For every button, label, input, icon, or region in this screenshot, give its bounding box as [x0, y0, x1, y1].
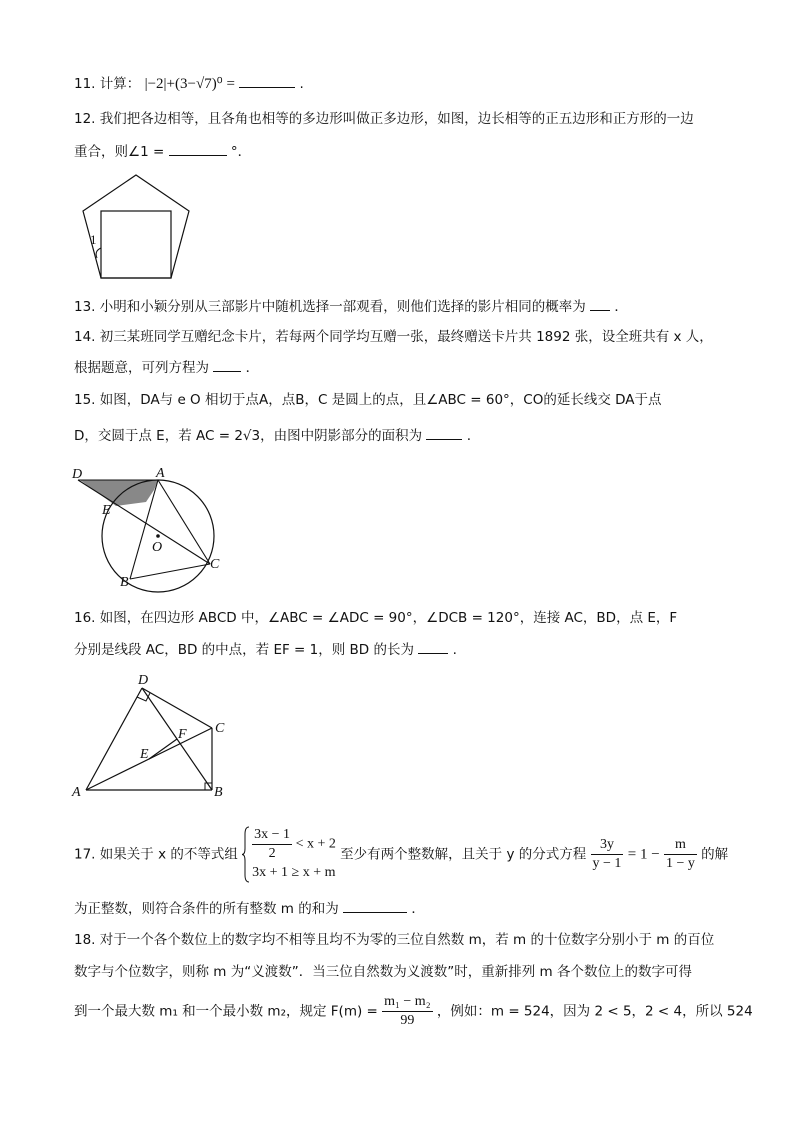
label-e: E	[140, 747, 149, 762]
q15-number: 15.	[74, 392, 96, 408]
q12-line1: 我们把各边相等，且各角也相等的多边形叫做正多边形，如图，边长相等的正五边形和正方形的一边	[99, 111, 694, 127]
eq-right-numerator: m	[664, 836, 697, 855]
ineq1-numerator: 3x − 1	[252, 826, 292, 845]
f-denominator: 99	[400, 1013, 415, 1028]
q13-number: 13.	[74, 299, 96, 315]
q13-text: 小明和小颖分别从三部影片中随机选择一部观看，则他们选择的影片相同的概率为	[99, 299, 586, 315]
q16-answer-blank	[418, 639, 448, 654]
q17-post: 的解	[701, 846, 729, 863]
q17-mid: 至少有两个整数解，且关于 y 的分式方程	[340, 846, 587, 863]
label-c: C	[210, 557, 220, 572]
question-14-line2	[74, 357, 259, 378]
question-12-line2	[74, 141, 251, 162]
f-numerator: m₁ − m₂	[382, 993, 432, 1012]
label-b: B	[120, 575, 129, 590]
label-f: F	[178, 727, 187, 742]
question-17-line2	[74, 898, 425, 919]
ineq1-rhs: < x + 2	[295, 836, 336, 852]
question-17-line1	[74, 826, 728, 883]
q17-answer-blank	[343, 898, 407, 913]
question-18-line1	[74, 930, 714, 950]
q14-line2a: 根据题意，可列方程为	[74, 360, 209, 376]
q12-answer-blank	[169, 141, 227, 156]
q11-expression: |−2|+(3−√7)⁰ =	[144, 76, 235, 92]
label-b: B	[214, 785, 223, 800]
question-15-line2	[74, 425, 471, 446]
q17-line2a: 为正整数，则符合条件的所有整数 m 的和为	[74, 901, 339, 917]
q11-end: .	[299, 76, 304, 92]
q14-end: ．	[245, 360, 260, 376]
q16-line1: 如图，在四边形 ABCD 中，∠ABC = ∠ADC = 90°，∠DCB = 120°，连接 AC，BD，点 E，F	[99, 610, 678, 626]
f-fraction	[382, 993, 432, 1030]
q14-number: 14.	[74, 329, 96, 345]
q15-figure-circle	[70, 464, 230, 594]
q14-line1: 初三某班同学互赠纪念卡片，若每两个同学均互赠一张，最终赠送卡片共 1892 张，设全班共有 x 人，	[99, 329, 713, 345]
q12-line2a: 重合，则∠1 =	[74, 144, 165, 160]
segment-ad	[86, 688, 142, 790]
segment-dc	[142, 688, 212, 728]
angle-1-label: 1	[90, 232, 97, 247]
q17-inequality-system	[242, 826, 336, 883]
q17-end: ．	[411, 901, 425, 917]
q12-number: 12.	[74, 111, 96, 127]
shaded-region	[80, 480, 158, 506]
label-e: E	[102, 503, 111, 518]
q12-line2b: °．	[230, 144, 252, 160]
question-13	[74, 296, 628, 317]
question-11	[74, 73, 304, 94]
q16-line2a: 分别是线段 AC，BD 的中点，若 EF = 1，则 BD 的长为	[74, 642, 414, 658]
ineq2: 3x + 1 ≥ x + m	[252, 865, 336, 880]
q15-line1: 如图，DA与 e O 相切于点A，点B，C 是圆上的点，且∠ABC = 60°，CO的延长线交 DA于点	[99, 392, 662, 408]
question-12-line1	[74, 109, 694, 129]
label-a: A	[72, 785, 81, 800]
q17-pre: 如果关于 x 的不等式组	[99, 846, 238, 863]
pentagon	[83, 175, 189, 278]
q18-line2: 数字与个位数字，则称 m 为“义渡数”．当三位自然数为义渡数”时，重新排列 m 各个数位上的数字可得	[74, 964, 692, 980]
question-15-line1	[74, 390, 662, 410]
question-18-line2	[74, 962, 692, 982]
system-brace	[242, 826, 250, 883]
eq-mid: = 1 −	[627, 846, 660, 863]
label-c: C	[215, 721, 225, 736]
question-16-line2	[74, 639, 457, 660]
question-16-line1	[74, 608, 677, 628]
label-d: D	[72, 467, 83, 482]
q13-end: ．	[614, 299, 628, 315]
q15-line2a: D，交圆于点 E，若 AC = 2√3，由图中阴影部分的面积为	[74, 428, 423, 444]
q18-line3b: ，例如：m = 524，因为 2 < 5，2 < 4，所以 524	[436, 1003, 753, 1020]
ineq1-denominator: 2	[268, 846, 276, 861]
eq-left-denominator: y − 1	[592, 856, 622, 871]
segment-ac	[158, 480, 210, 564]
q13-answer-blank	[590, 296, 610, 311]
eq-right-fraction	[664, 836, 697, 873]
label-o: O	[152, 540, 163, 555]
question-14-line1	[74, 327, 713, 347]
question-18-line3	[74, 993, 753, 1030]
eq-left-numerator: 3y	[591, 836, 624, 855]
q14-answer-blank	[213, 357, 241, 372]
square	[101, 211, 171, 278]
label-d: D	[138, 673, 149, 688]
q18-number: 18.	[74, 932, 96, 948]
q15-answer-blank	[426, 425, 462, 440]
q16-number: 16.	[74, 610, 96, 626]
q16-end: .	[452, 642, 457, 658]
eq-right-denominator: 1 − y	[665, 856, 695, 871]
label-a: A	[156, 466, 165, 481]
q16-figure-quadrilateral	[70, 672, 240, 802]
q18-line3a: 到一个最大数 m₁ 和一个最小数 m₂，规定 F(m) =	[74, 1003, 378, 1020]
angle-1-arc	[96, 248, 101, 258]
q11-text: 计算：	[99, 76, 141, 92]
segment-bc	[130, 564, 210, 579]
eq-left-fraction	[591, 836, 624, 873]
q11-number: 11.	[74, 76, 96, 92]
segment-ef	[149, 739, 177, 759]
center-dot	[156, 534, 160, 538]
ineq1-fraction	[252, 826, 292, 863]
q18-line1: 对于一个各个数位上的数字均不相等且均不为零的三位自然数 m，若 m 的十位数字分别小于 m 的百位	[99, 932, 715, 948]
q11-answer-blank	[239, 73, 295, 88]
q12-figure-pentagon-square	[80, 172, 210, 282]
q15-end: .	[466, 428, 471, 444]
q17-number: 17.	[74, 846, 96, 863]
